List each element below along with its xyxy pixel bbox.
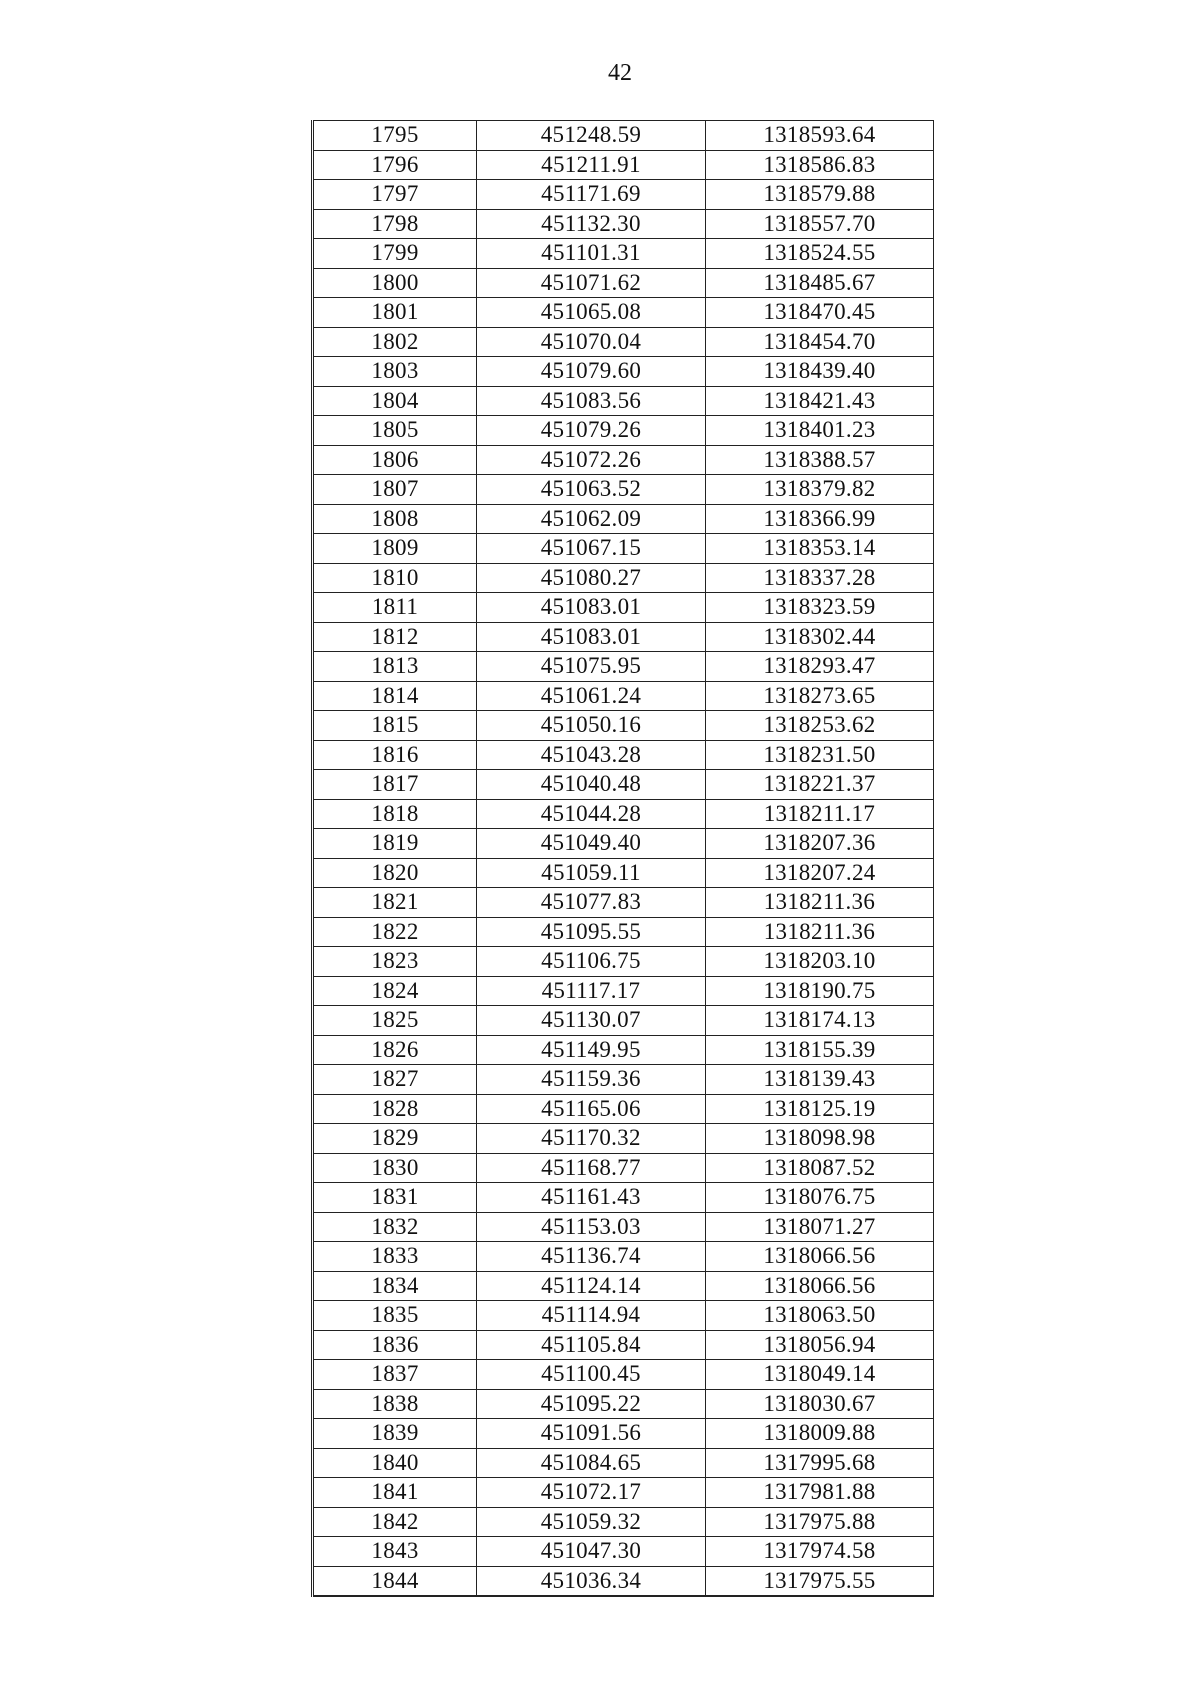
point-number-cell: 1817 xyxy=(313,770,477,800)
x-coordinate-cell: 451040.48 xyxy=(477,770,706,800)
point-number-cell: 1808 xyxy=(313,504,477,534)
table-row xyxy=(313,1360,934,1390)
point-number-cell: 1816 xyxy=(313,740,477,770)
table-row xyxy=(313,239,934,269)
point-number-cell: 1800 xyxy=(313,268,477,298)
y-coordinate-cell: 1317995.68 xyxy=(705,1448,933,1478)
coordinates-table xyxy=(311,120,934,1597)
point-number-cell: 1811 xyxy=(313,593,477,623)
y-coordinate-cell: 1318485.67 xyxy=(705,268,933,298)
y-coordinate-cell: 1318174.13 xyxy=(705,1006,933,1036)
x-coordinate-cell: 451059.11 xyxy=(477,858,706,888)
x-coordinate-cell: 451114.94 xyxy=(477,1301,706,1331)
table-row xyxy=(313,740,934,770)
point-number-cell: 1833 xyxy=(313,1242,477,1272)
table-row xyxy=(313,445,934,475)
y-coordinate-cell: 1318401.23 xyxy=(705,416,933,446)
table-row xyxy=(313,976,934,1006)
point-number-cell: 1802 xyxy=(313,327,477,357)
point-number-cell: 1826 xyxy=(313,1035,477,1065)
table-row xyxy=(313,563,934,593)
table-row xyxy=(313,858,934,888)
x-coordinate-cell: 451211.91 xyxy=(477,150,706,180)
table-row xyxy=(313,327,934,357)
point-number-cell: 1818 xyxy=(313,799,477,829)
y-coordinate-cell: 1318063.50 xyxy=(705,1301,933,1331)
point-number-cell: 1840 xyxy=(313,1448,477,1478)
point-number-cell: 1820 xyxy=(313,858,477,888)
y-coordinate-cell: 1318203.10 xyxy=(705,947,933,977)
table-row xyxy=(313,416,934,446)
y-coordinate-cell: 1318207.36 xyxy=(705,829,933,859)
x-coordinate-cell: 451159.36 xyxy=(477,1065,706,1095)
x-coordinate-cell: 451171.69 xyxy=(477,180,706,210)
point-number-cell: 1834 xyxy=(313,1271,477,1301)
x-coordinate-cell: 451043.28 xyxy=(477,740,706,770)
x-coordinate-cell: 451044.28 xyxy=(477,799,706,829)
point-number-cell: 1815 xyxy=(313,711,477,741)
y-coordinate-cell: 1317981.88 xyxy=(705,1478,933,1508)
x-coordinate-cell: 451077.83 xyxy=(477,888,706,918)
coordinates-table-body xyxy=(313,121,934,1597)
y-coordinate-cell: 1318125.19 xyxy=(705,1094,933,1124)
point-number-cell: 1841 xyxy=(313,1478,477,1508)
y-coordinate-cell: 1318388.57 xyxy=(705,445,933,475)
point-number-cell: 1823 xyxy=(313,947,477,977)
point-number-cell: 1799 xyxy=(313,239,477,269)
point-number-cell: 1801 xyxy=(313,298,477,328)
point-number-cell: 1805 xyxy=(313,416,477,446)
point-number-cell: 1827 xyxy=(313,1065,477,1095)
y-coordinate-cell: 1318221.37 xyxy=(705,770,933,800)
x-coordinate-cell: 451065.08 xyxy=(477,298,706,328)
table-row xyxy=(313,1124,934,1154)
y-coordinate-cell: 1318211.36 xyxy=(705,888,933,918)
y-coordinate-cell: 1317974.58 xyxy=(705,1537,933,1567)
x-coordinate-cell: 451071.62 xyxy=(477,268,706,298)
x-coordinate-cell: 451047.30 xyxy=(477,1537,706,1567)
point-number-cell: 1829 xyxy=(313,1124,477,1154)
x-coordinate-cell: 451072.26 xyxy=(477,445,706,475)
table-row xyxy=(313,1153,934,1183)
x-coordinate-cell: 451095.55 xyxy=(477,917,706,947)
point-number-cell: 1814 xyxy=(313,681,477,711)
table-row xyxy=(313,534,934,564)
point-number-cell: 1804 xyxy=(313,386,477,416)
y-coordinate-cell: 1318454.70 xyxy=(705,327,933,357)
point-number-cell: 1819 xyxy=(313,829,477,859)
table-row xyxy=(313,1183,934,1213)
table-row xyxy=(313,770,934,800)
y-coordinate-cell: 1318066.56 xyxy=(705,1271,933,1301)
table-row xyxy=(313,711,934,741)
table-row xyxy=(313,1566,934,1596)
table-row xyxy=(313,593,934,623)
y-coordinate-cell: 1318009.88 xyxy=(705,1419,933,1449)
y-coordinate-cell: 1318155.39 xyxy=(705,1035,933,1065)
point-number-cell: 1824 xyxy=(313,976,477,1006)
x-coordinate-cell: 451036.34 xyxy=(477,1566,706,1596)
point-number-cell: 1835 xyxy=(313,1301,477,1331)
x-coordinate-cell: 451083.01 xyxy=(477,593,706,623)
table-row xyxy=(313,652,934,682)
point-number-cell: 1821 xyxy=(313,888,477,918)
y-coordinate-cell: 1318030.67 xyxy=(705,1389,933,1419)
x-coordinate-cell: 451049.40 xyxy=(477,829,706,859)
y-coordinate-cell: 1318586.83 xyxy=(705,150,933,180)
table-row xyxy=(313,1330,934,1360)
x-coordinate-cell: 451248.59 xyxy=(477,121,706,151)
x-coordinate-cell: 451072.17 xyxy=(477,1478,706,1508)
table-row xyxy=(313,1035,934,1065)
point-number-cell: 1809 xyxy=(313,534,477,564)
point-number-cell: 1813 xyxy=(313,652,477,682)
x-coordinate-cell: 451153.03 xyxy=(477,1212,706,1242)
y-coordinate-cell: 1318379.82 xyxy=(705,475,933,505)
table-row xyxy=(313,386,934,416)
x-coordinate-cell: 451170.32 xyxy=(477,1124,706,1154)
y-coordinate-cell: 1318049.14 xyxy=(705,1360,933,1390)
table-row xyxy=(313,1212,934,1242)
y-coordinate-cell: 1318211.17 xyxy=(705,799,933,829)
point-number-cell: 1795 xyxy=(313,121,477,151)
point-number-cell: 1837 xyxy=(313,1360,477,1390)
table-row xyxy=(313,947,934,977)
table-row xyxy=(313,298,934,328)
x-coordinate-cell: 451063.52 xyxy=(477,475,706,505)
table-row xyxy=(313,357,934,387)
point-number-cell: 1807 xyxy=(313,475,477,505)
table-row xyxy=(313,1537,934,1567)
y-coordinate-cell: 1318087.52 xyxy=(705,1153,933,1183)
y-coordinate-cell: 1318557.70 xyxy=(705,209,933,239)
point-number-cell: 1806 xyxy=(313,445,477,475)
point-number-cell: 1831 xyxy=(313,1183,477,1213)
y-coordinate-cell: 1318207.24 xyxy=(705,858,933,888)
x-coordinate-cell: 451124.14 xyxy=(477,1271,706,1301)
x-coordinate-cell: 451079.26 xyxy=(477,416,706,446)
point-number-cell: 1842 xyxy=(313,1507,477,1537)
x-coordinate-cell: 451168.77 xyxy=(477,1153,706,1183)
table-row xyxy=(313,1389,934,1419)
table-row xyxy=(313,1478,934,1508)
y-coordinate-cell: 1318190.75 xyxy=(705,976,933,1006)
table-row xyxy=(313,622,934,652)
point-number-cell: 1798 xyxy=(313,209,477,239)
x-coordinate-cell: 451061.24 xyxy=(477,681,706,711)
table-row xyxy=(313,829,934,859)
y-coordinate-cell: 1318337.28 xyxy=(705,563,933,593)
table-row xyxy=(313,1242,934,1272)
x-coordinate-cell: 451080.27 xyxy=(477,563,706,593)
point-number-cell: 1822 xyxy=(313,917,477,947)
table-row xyxy=(313,1419,934,1449)
point-number-cell: 1812 xyxy=(313,622,477,652)
x-coordinate-cell: 451101.31 xyxy=(477,239,706,269)
y-coordinate-cell: 1318421.43 xyxy=(705,386,933,416)
x-coordinate-cell: 451105.84 xyxy=(477,1330,706,1360)
point-number-cell: 1844 xyxy=(313,1566,477,1596)
y-coordinate-cell: 1318524.55 xyxy=(705,239,933,269)
y-coordinate-cell: 1318593.64 xyxy=(705,121,933,151)
x-coordinate-cell: 451100.45 xyxy=(477,1360,706,1390)
table-row xyxy=(313,888,934,918)
table-row xyxy=(313,1006,934,1036)
x-coordinate-cell: 451132.30 xyxy=(477,209,706,239)
y-coordinate-cell: 1318139.43 xyxy=(705,1065,933,1095)
x-coordinate-cell: 451050.16 xyxy=(477,711,706,741)
table-row xyxy=(313,1094,934,1124)
point-number-cell: 1843 xyxy=(313,1537,477,1567)
table-row xyxy=(313,799,934,829)
x-coordinate-cell: 451062.09 xyxy=(477,504,706,534)
y-coordinate-cell: 1317975.55 xyxy=(705,1566,933,1596)
y-coordinate-cell: 1318439.40 xyxy=(705,357,933,387)
point-number-cell: 1839 xyxy=(313,1419,477,1449)
y-coordinate-cell: 1318323.59 xyxy=(705,593,933,623)
y-coordinate-cell: 1318098.98 xyxy=(705,1124,933,1154)
y-coordinate-cell: 1318056.94 xyxy=(705,1330,933,1360)
table-row xyxy=(313,180,934,210)
point-number-cell: 1828 xyxy=(313,1094,477,1124)
x-coordinate-cell: 451075.95 xyxy=(477,652,706,682)
x-coordinate-cell: 451106.75 xyxy=(477,947,706,977)
table-row xyxy=(313,209,934,239)
point-number-cell: 1797 xyxy=(313,180,477,210)
y-coordinate-cell: 1318066.56 xyxy=(705,1242,933,1272)
x-coordinate-cell: 451083.01 xyxy=(477,622,706,652)
y-coordinate-cell: 1317975.88 xyxy=(705,1507,933,1537)
x-coordinate-cell: 451149.95 xyxy=(477,1035,706,1065)
y-coordinate-cell: 1318071.27 xyxy=(705,1212,933,1242)
y-coordinate-cell: 1318253.62 xyxy=(705,711,933,741)
table-row xyxy=(313,1448,934,1478)
x-coordinate-cell: 451079.60 xyxy=(477,357,706,387)
table-row xyxy=(313,1301,934,1331)
y-coordinate-cell: 1318470.45 xyxy=(705,298,933,328)
point-number-cell: 1830 xyxy=(313,1153,477,1183)
table-row xyxy=(313,681,934,711)
x-coordinate-cell: 451067.15 xyxy=(477,534,706,564)
table-row xyxy=(313,121,934,151)
y-coordinate-cell: 1318302.44 xyxy=(705,622,933,652)
point-number-cell: 1810 xyxy=(313,563,477,593)
x-coordinate-cell: 451117.17 xyxy=(477,976,706,1006)
x-coordinate-cell: 451130.07 xyxy=(477,1006,706,1036)
y-coordinate-cell: 1318076.75 xyxy=(705,1183,933,1213)
page-number: 42 xyxy=(608,60,632,86)
y-coordinate-cell: 1318293.47 xyxy=(705,652,933,682)
y-coordinate-cell: 1318211.36 xyxy=(705,917,933,947)
x-coordinate-cell: 451091.56 xyxy=(477,1419,706,1449)
x-coordinate-cell: 451083.56 xyxy=(477,386,706,416)
table-row xyxy=(313,150,934,180)
x-coordinate-cell: 451070.04 xyxy=(477,327,706,357)
table-row xyxy=(313,1271,934,1301)
point-number-cell: 1803 xyxy=(313,357,477,387)
table-row xyxy=(313,917,934,947)
x-coordinate-cell: 451084.65 xyxy=(477,1448,706,1478)
y-coordinate-cell: 1318353.14 xyxy=(705,534,933,564)
y-coordinate-cell: 1318366.99 xyxy=(705,504,933,534)
y-coordinate-cell: 1318231.50 xyxy=(705,740,933,770)
x-coordinate-cell: 451165.06 xyxy=(477,1094,706,1124)
x-coordinate-cell: 451059.32 xyxy=(477,1507,706,1537)
table-row xyxy=(313,1507,934,1537)
point-number-cell: 1832 xyxy=(313,1212,477,1242)
point-number-cell: 1825 xyxy=(313,1006,477,1036)
table-row xyxy=(313,504,934,534)
point-number-cell: 1836 xyxy=(313,1330,477,1360)
x-coordinate-cell: 451095.22 xyxy=(477,1389,706,1419)
point-number-cell: 1838 xyxy=(313,1389,477,1419)
table-row xyxy=(313,475,934,505)
table-row xyxy=(313,268,934,298)
point-number-cell: 1796 xyxy=(313,150,477,180)
y-coordinate-cell: 1318579.88 xyxy=(705,180,933,210)
table-row xyxy=(313,1065,934,1095)
x-coordinate-cell: 451136.74 xyxy=(477,1242,706,1272)
x-coordinate-cell: 451161.43 xyxy=(477,1183,706,1213)
y-coordinate-cell: 1318273.65 xyxy=(705,681,933,711)
